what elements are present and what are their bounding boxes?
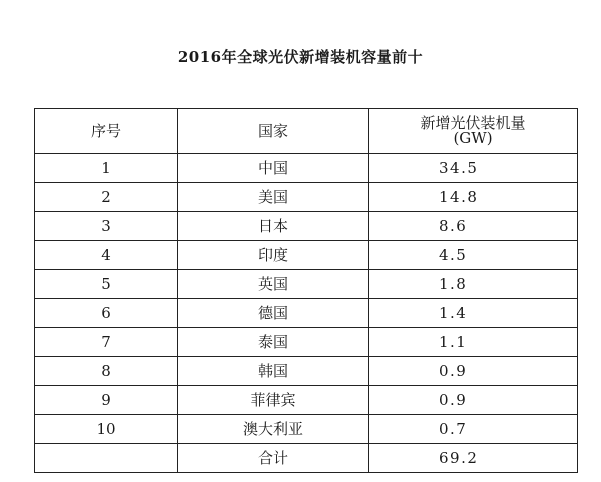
table-total-row — [35, 444, 578, 473]
cell-country: 日本 — [178, 212, 369, 241]
cell-country: 英国 — [178, 270, 369, 299]
header-capacity-unit: (GW) — [453, 129, 493, 147]
cell-rank: 1 — [35, 154, 178, 183]
cell-country: 菲律宾 — [178, 386, 369, 415]
cell-rank: 7 — [35, 328, 178, 357]
cell-capacity: 8.6 — [369, 212, 578, 241]
cell-rank: 9 — [35, 386, 178, 415]
cell-country: 美国 — [178, 183, 369, 212]
table-row — [35, 212, 578, 241]
cell-capacity: 34.5 — [369, 154, 578, 183]
cell-capacity: 14.8 — [369, 183, 578, 212]
table-row — [35, 270, 578, 299]
cell-rank: 5 — [35, 270, 178, 299]
capacity-table — [34, 108, 578, 473]
cell-country: 印度 — [178, 241, 369, 270]
cell-country: 德国 — [178, 299, 369, 328]
table-row — [35, 386, 578, 415]
cell-total-capacity: 69.2 — [369, 444, 578, 473]
table-row — [35, 241, 578, 270]
cell-capacity: 1.4 — [369, 299, 578, 328]
cell-rank: 8 — [35, 357, 178, 386]
cell-total-label: 合计 — [178, 444, 369, 473]
cell-country: 澳大利亚 — [178, 415, 369, 444]
cell-rank: 3 — [35, 212, 178, 241]
table-row — [35, 328, 578, 357]
table-row — [35, 415, 578, 444]
header-capacity — [369, 109, 578, 154]
table-row — [35, 183, 578, 212]
table-row — [35, 299, 578, 328]
table-header-row — [35, 109, 578, 154]
cell-capacity: 0.7 — [369, 415, 578, 444]
cell-capacity: 0.9 — [369, 357, 578, 386]
header-rank: 序号 — [35, 109, 178, 154]
header-capacity-label: 新增光伏装机量 — [420, 114, 526, 132]
cell-country: 韩国 — [178, 357, 369, 386]
cell-rank: 6 — [35, 299, 178, 328]
cell-capacity: 4.5 — [369, 241, 578, 270]
cell-rank: 10 — [35, 415, 178, 444]
header-country: 国家 — [178, 109, 369, 154]
table-row — [35, 154, 578, 183]
cell-country: 中国 — [178, 154, 369, 183]
cell-rank: 2 — [35, 183, 178, 212]
cell-rank: 4 — [35, 241, 178, 270]
table-row — [35, 357, 578, 386]
cell-capacity: 1.1 — [369, 328, 578, 357]
cell-capacity: 1.8 — [369, 270, 578, 299]
cell-country: 泰国 — [178, 328, 369, 357]
cell-capacity: 0.9 — [369, 386, 578, 415]
page-title: 2016年全球光伏新增装机容量前十 — [177, 48, 424, 66]
cell-total-rank — [35, 444, 178, 473]
